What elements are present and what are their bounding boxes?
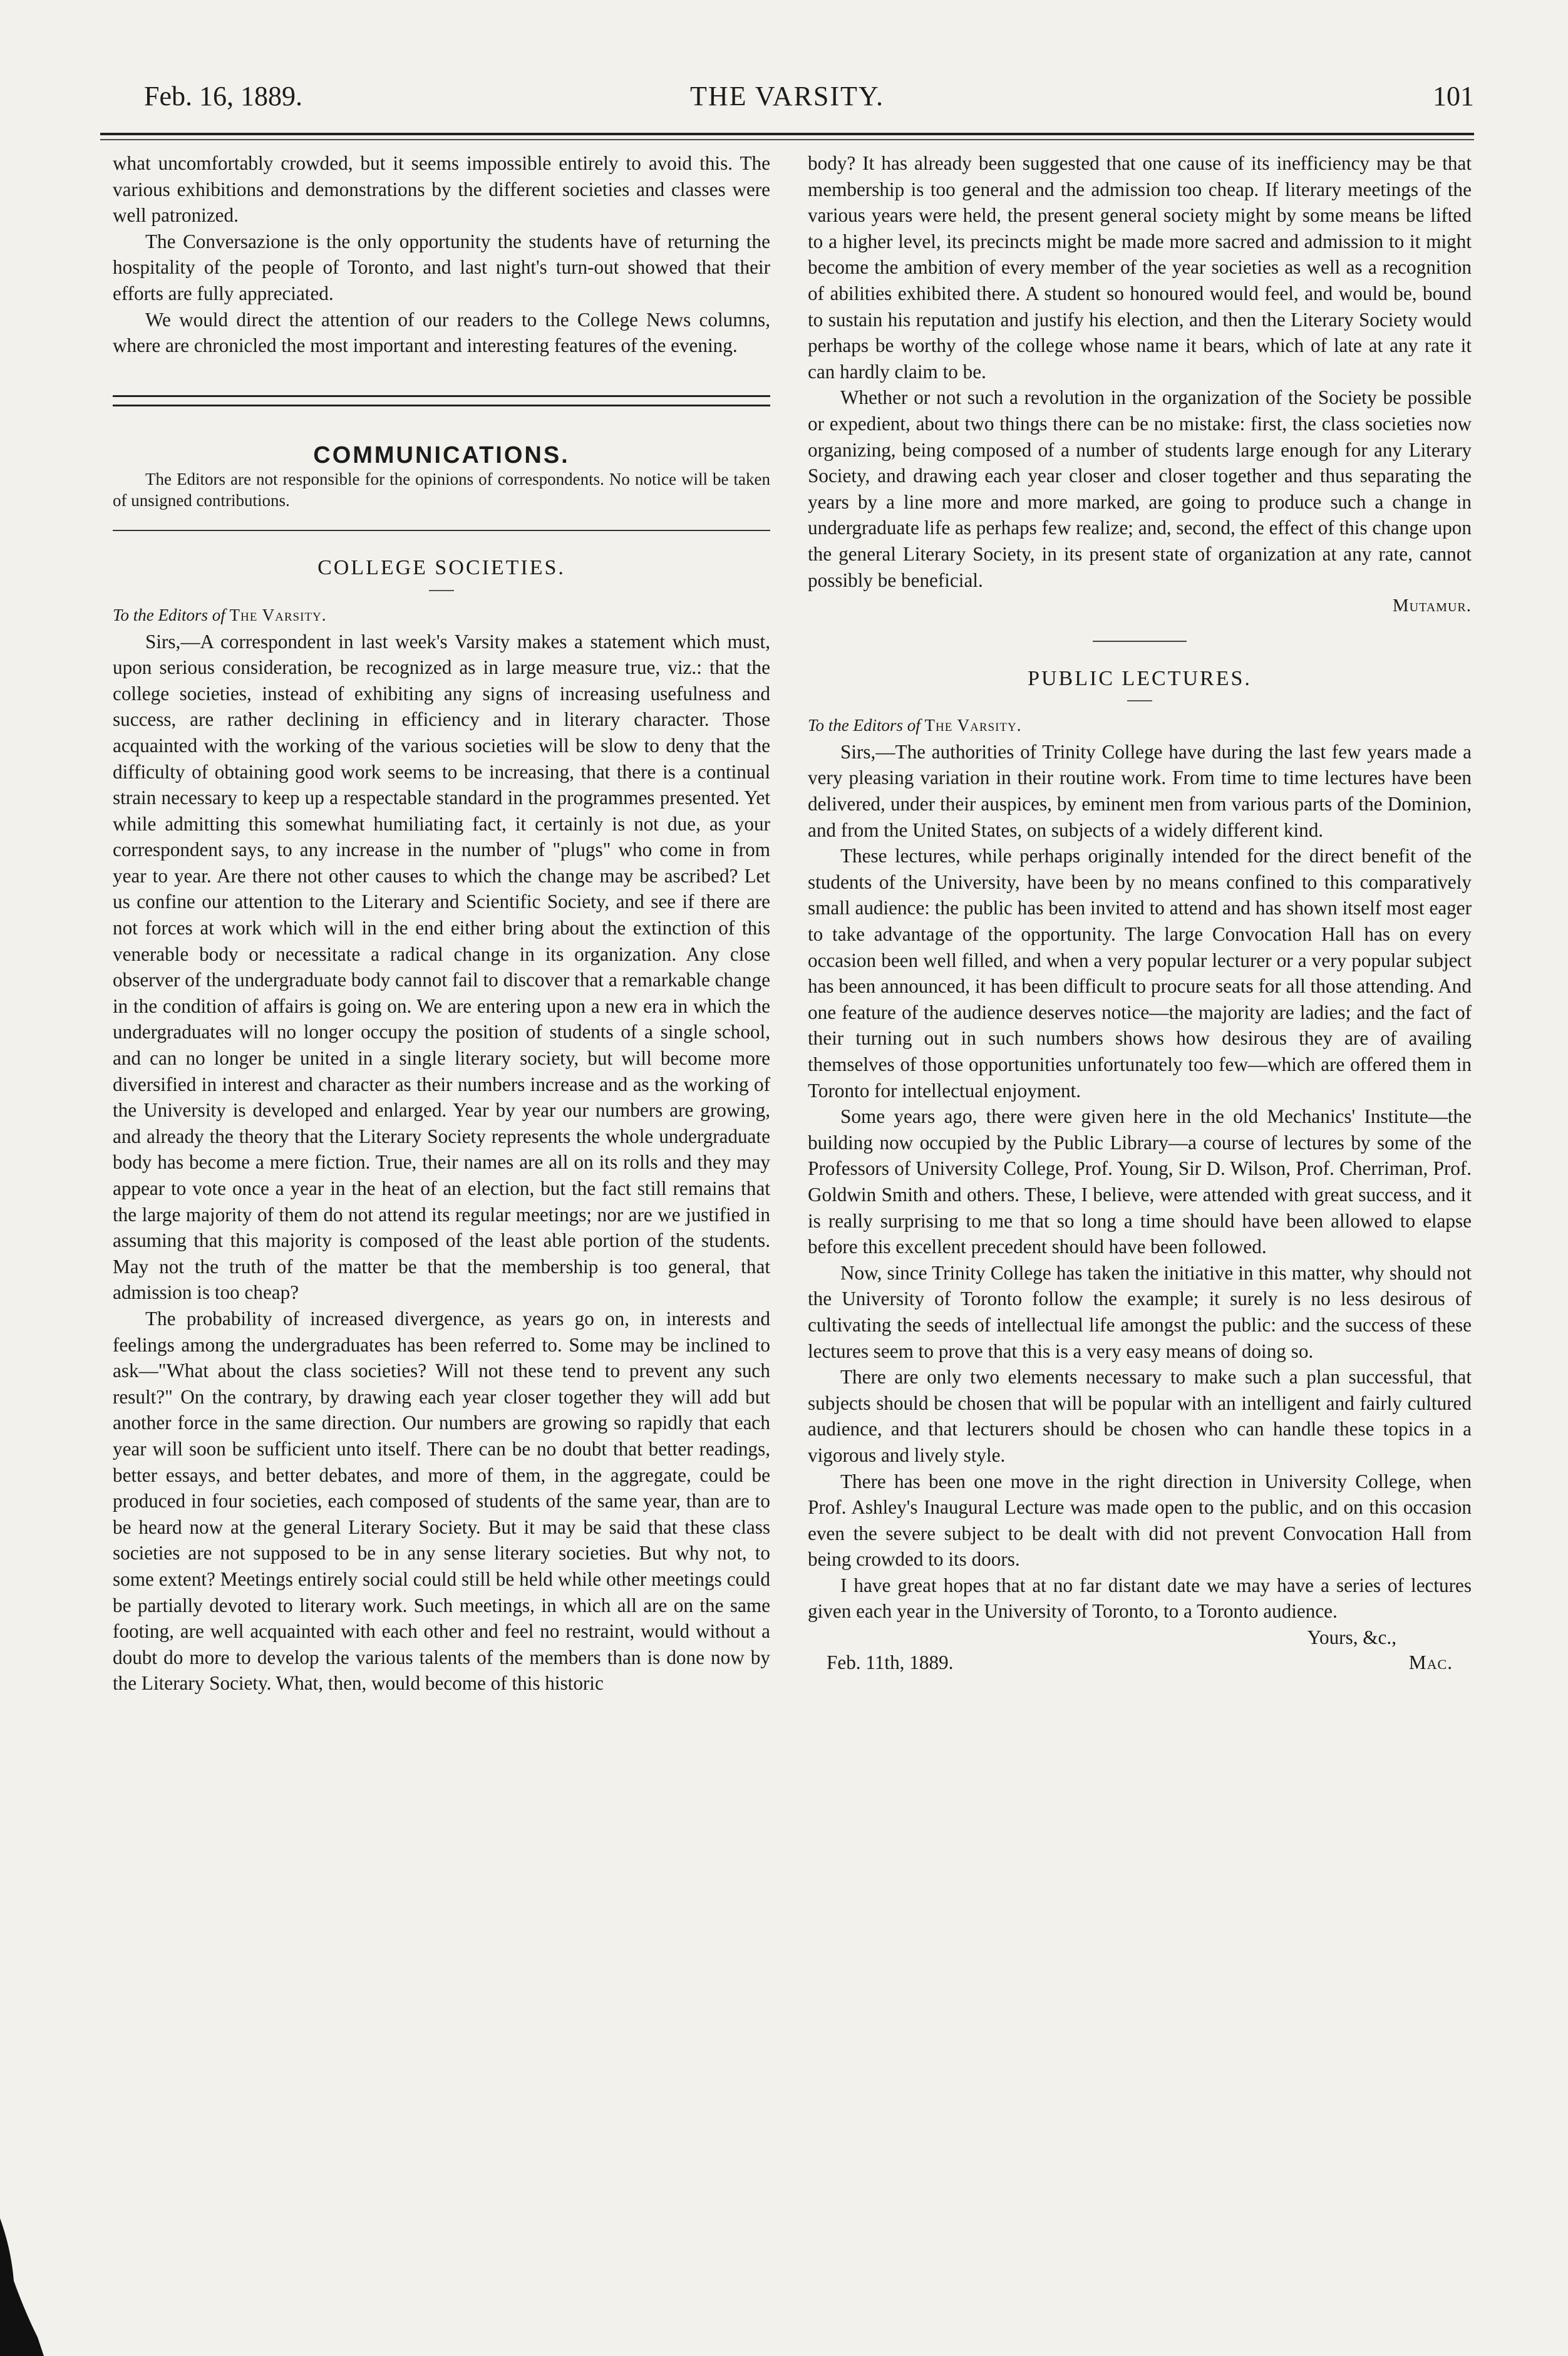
article-paragraph: I have great hopes that at no far distant date we may have a series of lectures given each year in the University of Toronto, to a Toronto audience. bbox=[808, 1574, 1472, 1623]
section-divider bbox=[113, 395, 770, 406]
letter-date: Feb. 11th, 1889. bbox=[827, 1651, 954, 1674]
notice-divider bbox=[113, 530, 770, 531]
title-dash bbox=[1127, 700, 1152, 701]
closing-yours: Yours, &c., bbox=[1307, 1626, 1396, 1649]
page-edge-mark bbox=[0, 2193, 44, 2356]
article-paragraph: Whether or not such a revolution in the organization of the Society be possible or expedient, about two things there can be no mistake: first, the class societies now organizing, being composed of a number of students large enough for any Literary Society, and drawing each year closer and closer together and thus separating the years by a line more and more marked, are going to produce such a change in undergraduate life as perhaps few realize; and, second, the effect of this change upon the general Literary Society, in its present state of organization at any rate, cannot possibly be beneficial. bbox=[808, 386, 1472, 591]
intro-paragraph: what uncomfortably crowded, but it seems impossible entirely to avoid this. The various exhibitions and demonstrations by the different societies and classes were well patronized. bbox=[113, 152, 770, 227]
communications-heading: COMMUNICATIONS. bbox=[313, 442, 570, 468]
salutation-line bbox=[808, 713, 1472, 739]
paper-name: The Varsity. bbox=[924, 716, 1022, 735]
letter-closing bbox=[808, 1625, 1472, 1675]
page-header bbox=[100, 74, 1474, 124]
page-number: 101 bbox=[1433, 81, 1474, 111]
article-paragraph: Now, since Trinity College has taken the initiative in this matter, why should not the University of Toronto follow the example; it surely is no less desirous of cultivating the seeds of intellectual life amongst the public: and the success of these lectures seem to prove that this is a very easy means of doing so. bbox=[808, 1261, 1472, 1362]
intro-paragraph: We would direct the attention of our readers to the College News columns, where are chronicled the most important and interesting features of the evening. bbox=[113, 308, 770, 357]
masthead-title: THE VARSITY. bbox=[689, 81, 885, 111]
header-date: Feb. 16, 1889. bbox=[144, 81, 302, 111]
article-divider bbox=[1093, 641, 1187, 642]
article-paragraph: Some years ago, there were given here in the old Mechanics' Institute—the building now occupied by the Public Library—a course of lectures by some of the Professors of University College, Prof. Young, Sir D. Wilson, Prof. Cherriman, Prof. Goldwin Smith and others. These, I believe, were attended with great success, and it is really surprising to me that so long a time should have been allowed to elapse before this excellent precedent should have been followed. bbox=[808, 1105, 1472, 1258]
to-editors-text: To the Editors of bbox=[113, 605, 225, 624]
left-column bbox=[113, 150, 770, 1697]
to-editors-text: To the Editors of bbox=[808, 716, 921, 735]
communications-notice: The Editors are not responsible for the opinions of correspondents. No notice will be taken of unsigned contributions. bbox=[113, 470, 770, 510]
paper-name: The Varsity. bbox=[229, 605, 327, 624]
article-title-college-societies: COLLEGE SOCIETIES. bbox=[317, 556, 565, 580]
article-paragraph: Sirs,—A correspondent in last week's Varsity makes a statement which must, upon serious consideration, be recognized as in large measure true, viz.: that the college societies, instead of exhibiting any signs of increasing usefulness and success, are rather declining in efficiency and in literary character. Those acquainted with the working of the various societies will be slow to deny that the difficulty of obtaining good work seems to be increasing, that there is a continual strain necessary to keep up a respectable standard in the programmes presented. Yet while admitting this somewhat humiliating fact, it certainly is not due, as your correspondent says, to any increase in the number of "plugs" who come in from year to year. Are there not other causes to which the change may be ascribed? Let us confine our attention to the Literary and Scientific Society, and see if there are not forces at work which will in the end either bring about the extinction of this venerable body or necessitate a radical change in its organization. Any close observer of the undergraduate body cannot fail to discover that a remarkable change in the condition of affairs is going on. We are entering upon a new era in which the undergraduates will no longer occupy the position of students of a single school, and can no longer be united in a single literary society, but will become more diversified in interest and character as their numbers increase and as the working of the University is developed and enlarged. Year by year our numbers are growing, and already the theory that the Literary Society represents the whole undergraduate body has become a mere fiction. True, their names are all on its rolls and they may appear to vote once a year in the heat of an election, but the fact still remains that the large majority of them do not attend its regular meetings; nor are we justified in assuming that this majority is composed of the least able portion of the students. May not the truth of the matter be that the membership is too general, that admission is too cheap? bbox=[113, 630, 770, 1304]
header-rule-thin bbox=[100, 139, 1474, 140]
article-title-public-lectures: PUBLIC LECTURES. bbox=[1028, 666, 1252, 690]
header-rule bbox=[100, 133, 1474, 135]
article-paragraph: body? It has already been suggested that one cause of its inefficiency may be that membership is too general and the admission too cheap. If literary meetings of the various years were held, the present general society might by some means be lifted to a higher level, its precincts might be made more sacred and admission to it might become the ambition of every member of the year societies as well as a recognition of abilities exhibited there. A student so honoured would feel, and would be, bound to sustain his reputation and justify his election, and then the Literary Society would perhaps be worthy of the college whose name it bears, which of late at any rate it can hardly claim to be. bbox=[808, 152, 1472, 383]
salutation-line bbox=[113, 602, 770, 629]
title-dash bbox=[429, 590, 454, 591]
intro-paragraph: The Conversazione is the only opportunity the students have of returning the hospitality of the people of Toronto, and last night's turn-out showed that their efforts are fully appreciated. bbox=[113, 230, 770, 304]
article-paragraph: There has been one move in the right direction in University College, when Prof. Ashley's Inaugural Lecture was made open to the public, and on this occasion even the severe subject to be dealt with did not prevent Convocation Hall from being crowded to its doors. bbox=[808, 1470, 1472, 1571]
article-paragraph: There are only two elements necessary to make such a plan successful, that subjects should be chosen that will be popular with an intelligent and fairly cultured audience, and that lecturers should be chosen who can handle these topics in a vigorous and lively style. bbox=[808, 1366, 1472, 1466]
signature-mac: Mac. bbox=[1408, 1651, 1453, 1674]
article-paragraph: These lectures, while perhaps originally intended for the direct benefit of the students of the University, have been by no means confined to this comparatively small audience: the public has been invited to attend and has shown itself most eager to take advantage of the opportunity. The large Convocation Hall has on every occasion been well filled, and when a very popular lecturer or a very popular subject has been announced, it has been difficult to procure seats for all those attending. And one feature of the audience deserves notice—the majority are ladies; and the fact of their turning out in such numbers shows how desirous they are of availing themselves of those opportunities unfortunately too few—which are offered them in Toronto for intellectual enjoyment. bbox=[808, 845, 1472, 1102]
article-paragraph: Sirs,—The authorities of Trinity College have during the last few years made a very pleasing variation in their routine work. From time to time lectures have been delivered, under their auspices, by eminent men from various parts of the Dominion, and from the United States, on subjects of a widely different kind. bbox=[808, 740, 1472, 841]
signature-mutamur: Mutamur. bbox=[1392, 596, 1472, 616]
article-paragraph: The probability of increased divergence, as years go on, in interests and feelings among the undergraduates has been referred to. Some may be inclined to ask—"What about the class societies? Will not these tend to prevent any such result?" On the contrary, by drawing each year closer together they will add but another force in the same direction. Our numbers are growing so rapidly that each year will soon be sufficient unto itself. There can be no doubt that better readings, better essays, and better debates, and more of them, in the aggregate, could be produced in four societies, each composed of students of the same year, than are to be heard now at the general Literary Society. But it may be said that these class societies are not supposed to be in any sense literary societies. But why not, to some extent? Meetings entirely social could still be held while other meetings could be partially devoted to literary work. Such meetings, in which all are on the same footing, are well acquainted with each other and feel no restraint, would without a doubt do more to develop the various talents of the members than is done now by the Literary Society. What, then, would become of this historic bbox=[113, 1307, 770, 1695]
right-column bbox=[808, 150, 1472, 1675]
